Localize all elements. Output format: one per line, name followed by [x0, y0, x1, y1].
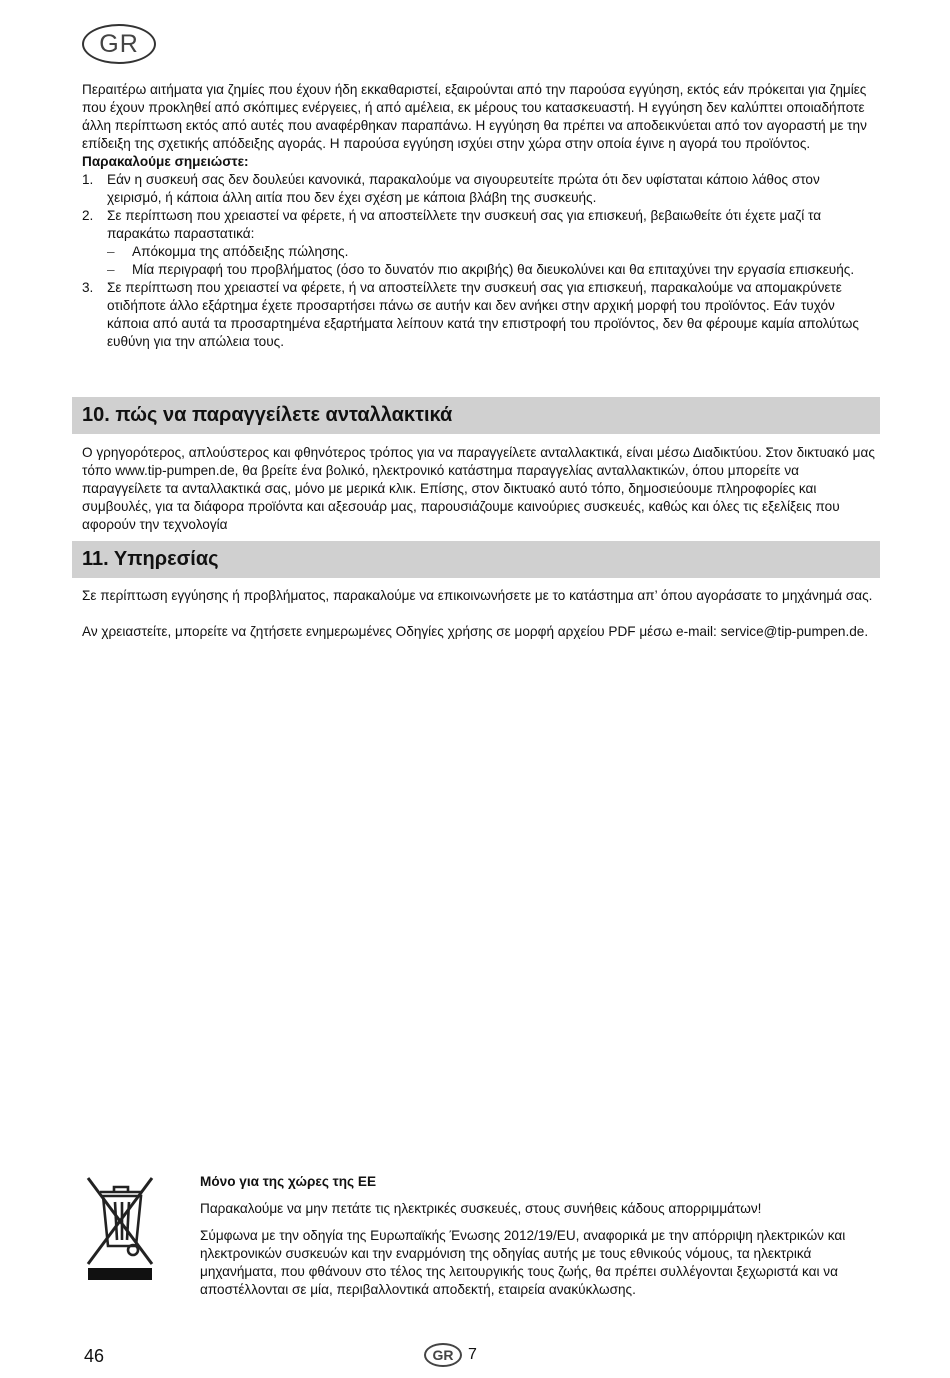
list-number: 1.: [82, 172, 94, 187]
section-page-number: 7: [468, 1346, 477, 1363]
eu-notice-heading: Μόνο για της χώρες της ΕΕ: [200, 1174, 377, 1189]
document-sublist: [107, 243, 877, 279]
list-item-text: Σε περίπτωση που χρειαστεί να φέρετε, ή να αποστείλλετε την συσκευή σας για επισκευή, παρακαλούμε να απομακρύνετε οτιδήποτε άλλο εξάρτημα έχετε προσαρτήσει πάνω σε αυτήν και δεν ανήκει στην αρχική μορφή του προϊόντος. Εάν τυχόν κάποια από αυτά τα προσαρτημένα εξαρτήματα λείπουν κατά την επιστροφή του προϊόντος, δεν θα φέρουμε καμία απολύτως ευθύνη για την απώλεια τους.: [107, 280, 859, 349]
sublist-item-text: Απόκομμα της απόδειξης πώλησης.: [132, 244, 349, 259]
list-item-text: Σε περίπτωση που χρειαστεί να φέρετε, ή να αποστείλλετε την συσκευή σας για επισκευή, βεβαιωθείτε ότι έχετε μαζί τα παρακάτω παραστατικά:: [107, 208, 822, 241]
warranty-paragraph: Περαιτέρω αιτήματα για ζημίες που έχουν ήδη εκκαθαριστεί, εξαιρούνται από την παρούσα εγγύηση, εκτός εάν πρόκειται για ζημίες που έχουν προκληθεί από σκόπιμες ενέργειες, ή από αμέλεια, εκ μέρους του κατασκευαστή. Η εγγύηση δεν καλύπτει οποιαδήποτε άλλη περίπτωση εκτός από αυτές που αναφέρθηκαν παραπάνω. Η εγγύηση θα πρέπει να αποδεικνύεται από τον αγοραστή με την επίδειξη της σχετικής απόδειξης αγοράς. Η παρούσα εγγύηση ισχύει στην χώρα στην οποία έγινε η αγορά του προϊόντος.: [82, 82, 867, 151]
list-number: 3.: [82, 280, 94, 295]
note-list: [82, 171, 877, 351]
list-item: [82, 279, 877, 351]
sublist-item: [107, 261, 877, 279]
list-number: 2.: [82, 208, 94, 223]
list-item: [82, 171, 877, 207]
language-badge-gr: GR: [82, 24, 156, 64]
section-10-paragraph: Ο γρηγορότερος, απλούστερος και φθηνότερος τρόπος για να παραγγείλετε ανταλλακτικά, είναι μέσω Διαδικτύου. Στον δικτυακό μας τόπο www.tip-pumpen.de, θα βρείτε ένα βολικό, ηλεκτρονικό κατάστημα παραγγελίας ανταλλακτικών, όπου μπορείτε να παραγγείλετε τα ανταλλακτικά σας, μόνο με μερικά κλικ. Επίσης, στον δικτυακό αυτό τόπο, δημοσιεύουμε πληροφορίες και συμβουλές, για τα διάφορα προϊόντα και αξεσουάρ μας, παρουσιάζουμε καινούριες συσκευές, καθώς και όλες τις εξελίξεις που αφορούν την τεχνολογία: [82, 445, 875, 532]
eu-disposal-notice: [200, 1173, 880, 1308]
sublist-item-text: Μία περιγραφή του προβλήματος (όσο το δυνατόν πιο ακριβής) θα διευκολύνει και θα επιταχύνει την εργασία επισκευής.: [132, 262, 855, 277]
footer-language-page: [424, 1343, 477, 1367]
section-11-heading: 11. Υπηρεσίας: [72, 541, 880, 578]
footer-language-badge: GR: [424, 1343, 462, 1367]
eu-notice-paragraph-1: Παρακαλούμε να μην πετάτε τις ηλεκτρικές συσκευές, στους συνήθεις κάδους απορριμμάτων!: [200, 1201, 762, 1216]
list-item-text: Εάν η συσκευή σας δεν δουλεύει κανονικά, παρακαλούμε να σιγουρευτείτε πρώτα ότι δεν υφίσταται κάποιο λάθος στον χειρισμό, ή κάποια άλλη αιτία που δεν έχει σχέση με κάποια βλάβη της συσκευής.: [107, 172, 820, 205]
eu-notice-paragraph-2: Σύμφωνα με την οδηγία της Ευρωπαϊκής Ένωσης 2012/19/EU, αναφορικά με την απόρριψη ηλεκτρικών και ηλεκτρονικών συσκευών και την εναρμόνιση της οδηγίας αυτής με τους εθνικούς νόμους, τα ηλεκτρικά μηχανήματα, που φθάνουν στο τέλος της λειτουργικής τους ζωής, θα πρέπει συλλέγονται ξεχωριστά και να αποστέλλονται σε μία, περιβαλλοντικά αποδεκτή, εταιρεία ανακύκλωσης.: [200, 1228, 846, 1297]
section-10-heading: 10. πώς να παραγγείλετε ανταλλακτικά: [72, 397, 880, 434]
page-number: 46: [84, 1346, 105, 1366]
section-11-body: [82, 587, 877, 659]
dash-bullet: –: [107, 262, 115, 277]
sublist-item: [107, 243, 877, 261]
dash-bullet: –: [107, 244, 115, 259]
warranty-intro: [82, 81, 877, 351]
section-11-paragraph-2: Αν χρειαστείτε, μπορείτε να ζητήσετε ενημερωμένες Οδηγίες χρήσης σε μορφή αρχείου PDF μέσω e-mail: service@tip-pumpen.de.: [82, 624, 869, 639]
crossed-out-wheelie-bin-icon: [84, 1170, 156, 1282]
section-11-paragraph-1: Σε περίπτωση εγγύησης ή προβλήματος, παρακαλούμε να επικοινωνήσετε με το κατάστημα απ’ όπου αγοράσατε το μηχάνημά σας.: [82, 588, 873, 603]
note-heading: Παρακαλούμε σημειώστε:: [82, 154, 249, 169]
list-item: [82, 207, 877, 279]
